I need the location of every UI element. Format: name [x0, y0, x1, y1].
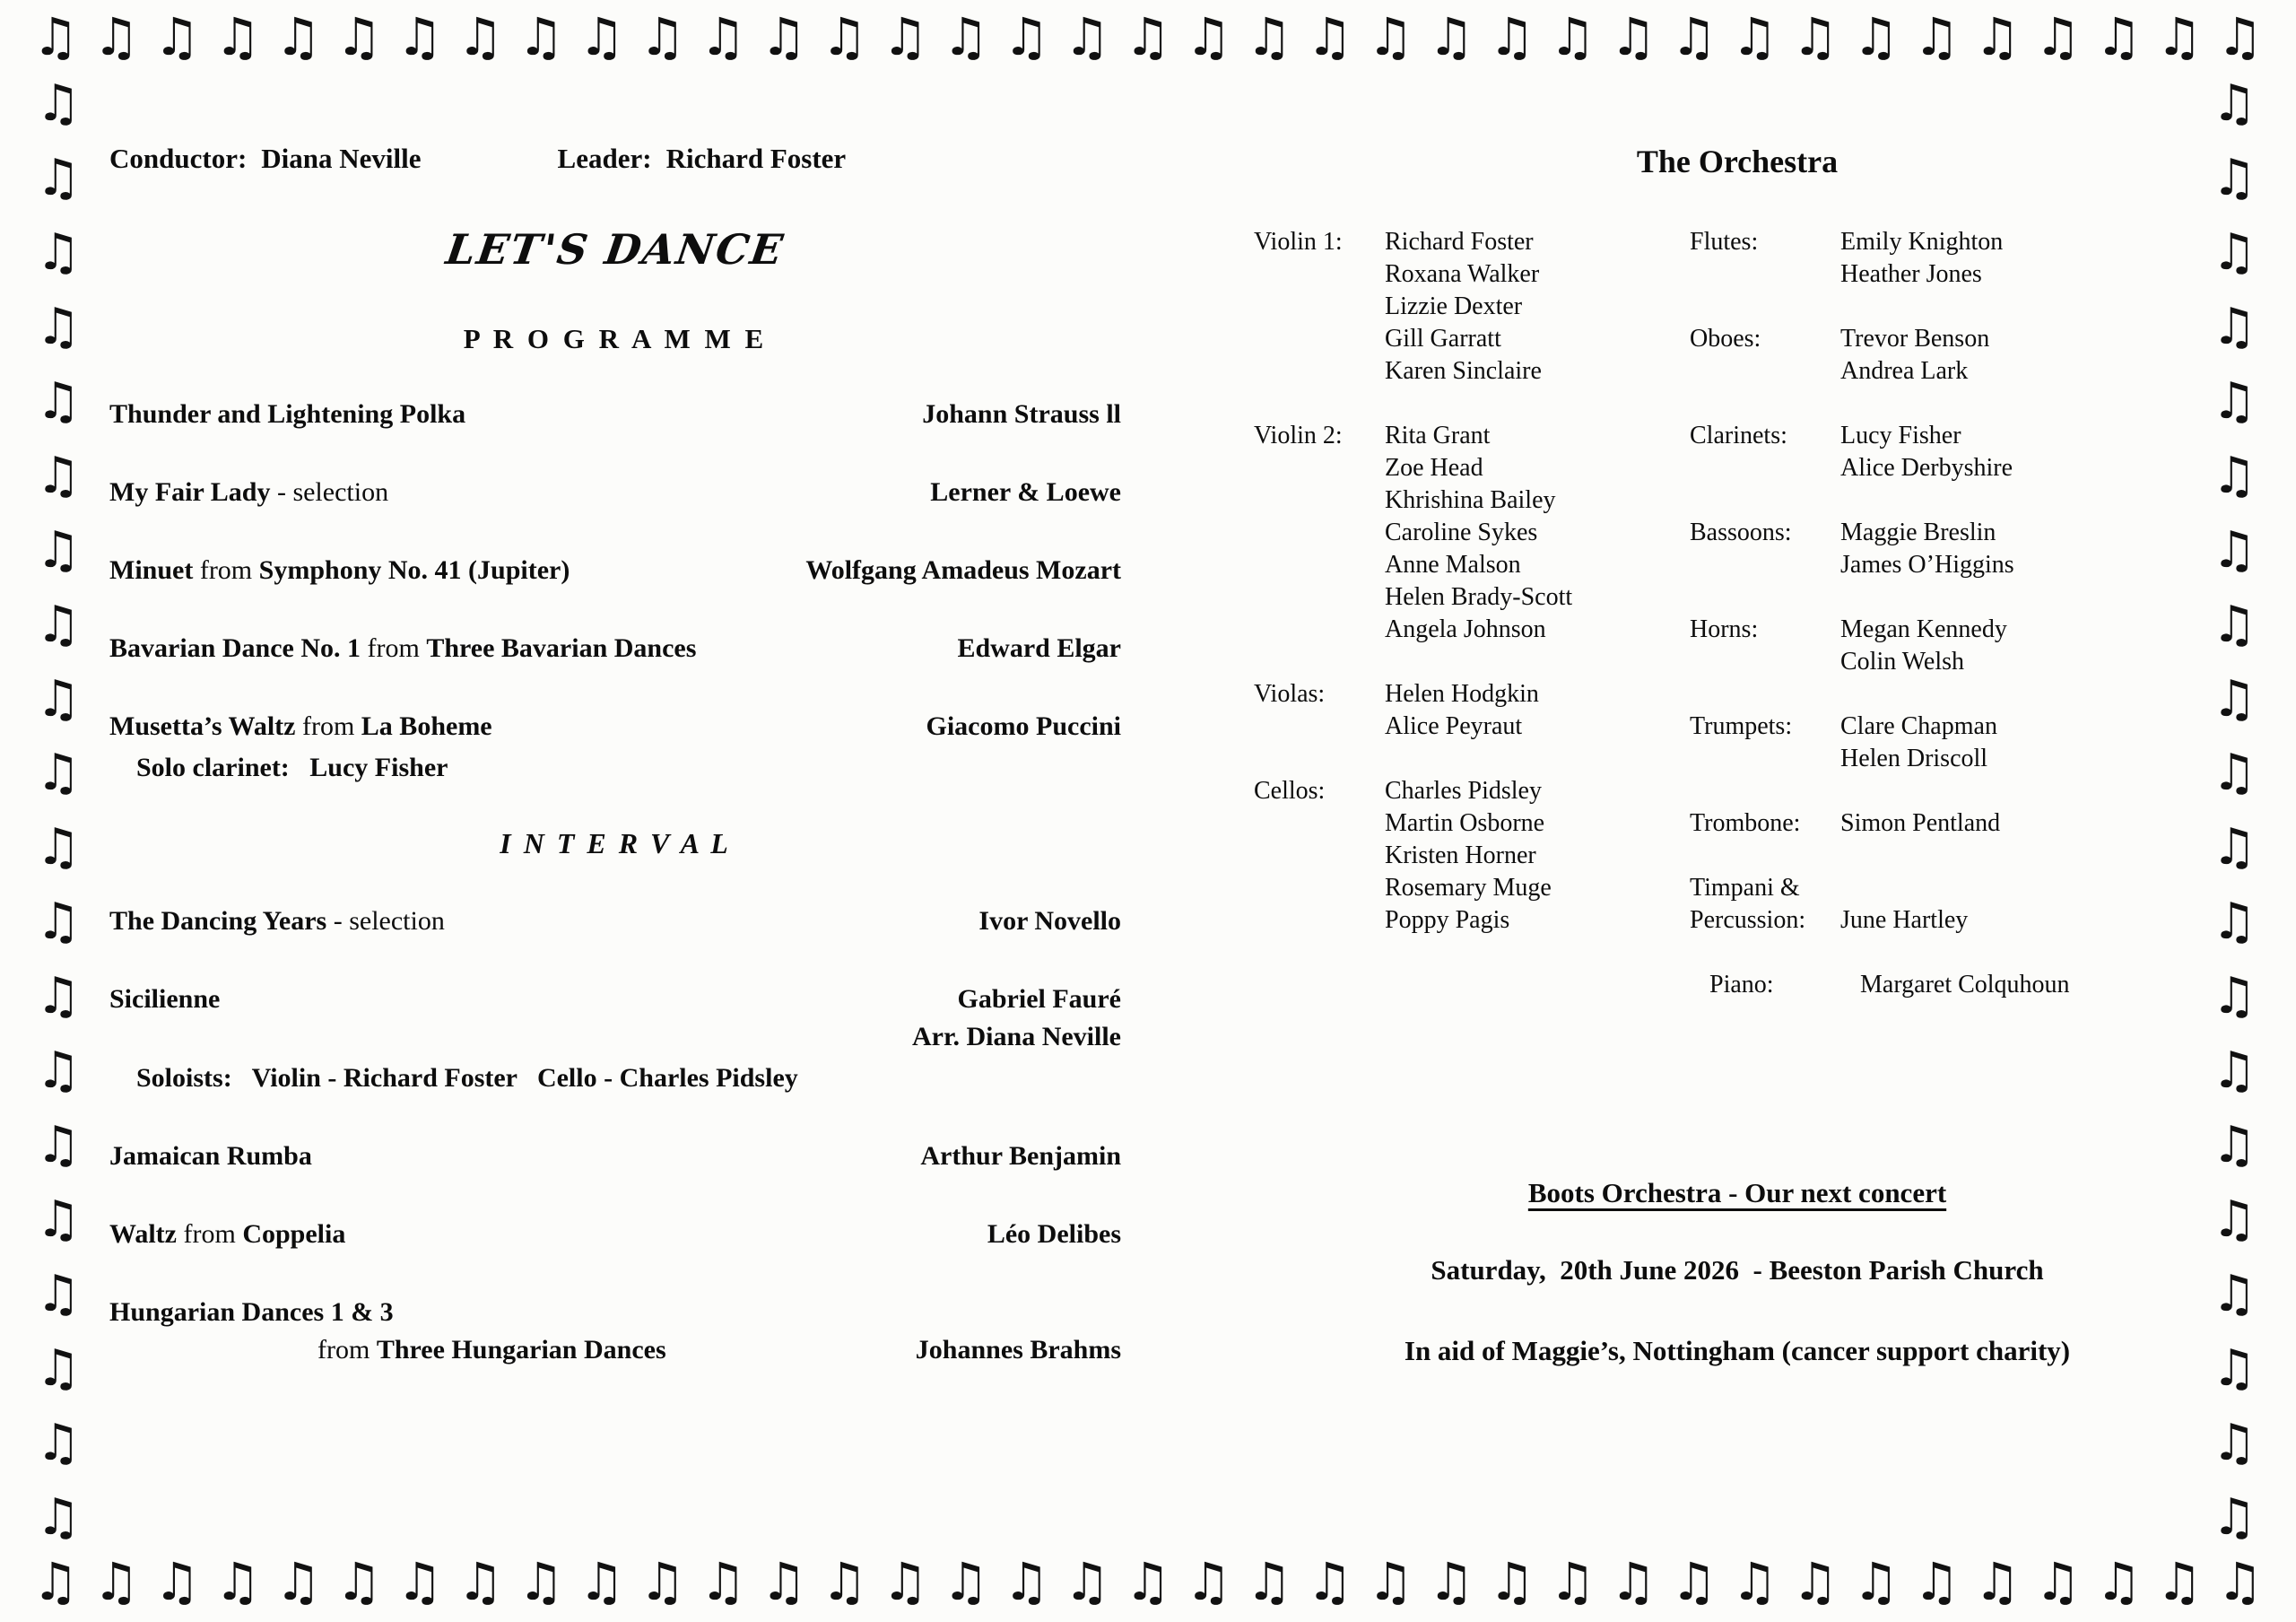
arranger-line: Arr. Diana Neville: [911, 1022, 1121, 1051]
music-note-icon: ♫: [760, 6, 807, 67]
player-name: Charles Pidsley: [1385, 777, 1542, 805]
player-name: Helen Driscoll: [1840, 745, 1988, 772]
next-concert-charity: In aid of Maggie’s, Nottingham (cancer support charity): [1404, 1335, 2071, 1366]
section-trombone: [1690, 807, 2221, 840]
music-note-icon: ♫: [942, 6, 989, 67]
player-name: Lizzie Dexter: [1385, 292, 1523, 320]
music-note-icon: ♫: [1306, 1551, 1353, 1612]
music-note-icon: ♫: [35, 371, 82, 431]
music-note-icon: ♫: [2216, 6, 2264, 67]
music-note-icon: ♫: [1428, 6, 1475, 67]
music-note-icon: ♫: [35, 595, 82, 654]
section-cellos: [1254, 775, 1690, 937]
music-note-icon: ♫: [35, 1190, 82, 1250]
piece-composer: Johann Strauss ll: [922, 399, 1121, 429]
piece-title: The Dancing Years: [109, 906, 327, 936]
section-label: Flutes:: [1690, 228, 1759, 256]
player-name: Anne Malson: [1385, 551, 1521, 579]
programme-item: [109, 475, 1121, 510]
music-note-icon: ♫: [1246, 1551, 1293, 1612]
music-note-icon: ♫: [1974, 6, 2021, 67]
piece-title: Minuet: [109, 555, 194, 585]
music-note-icon: ♫: [2095, 1551, 2143, 1612]
section-violin1: [1254, 226, 1690, 388]
programme-column: [109, 142, 1121, 1367]
section-trumpets: [1690, 711, 2221, 775]
music-note-icon: ♫: [2211, 669, 2257, 728]
music-note-icon: ♫: [2211, 1042, 2257, 1101]
section-label: Violas:: [1254, 680, 1326, 708]
piece-title: Musetta’s Waltz: [109, 711, 296, 741]
next-concert-block: [1254, 1175, 2221, 1369]
piece-title-from: from: [199, 555, 253, 585]
music-note-icon: ♫: [35, 1487, 82, 1547]
music-note-icon: ♫: [153, 6, 201, 67]
section-bassoons: [1690, 517, 2221, 581]
player-name: Lucy Fisher: [1840, 422, 1961, 449]
section-label: Violin 2:: [1254, 422, 1343, 449]
player-name: Helen Hodgkin: [1385, 680, 1539, 708]
piece-title: Waltz: [109, 1219, 177, 1249]
section-label: Cellos:: [1254, 777, 1326, 805]
music-note-icon: ♫: [2211, 148, 2257, 207]
music-note-icon: ♫: [213, 1551, 261, 1612]
piece-title: Sicilienne: [109, 984, 221, 1014]
programme-item: [109, 632, 1121, 666]
music-note-icon: ♫: [1003, 1551, 1050, 1612]
next-concert-heading: Boots Orchestra - Our next concert: [1527, 1177, 1947, 1208]
player-name: Colin Welsh: [1840, 648, 1965, 676]
section-label: Piano:: [1709, 971, 1774, 998]
player-name: Kristen Horner: [1385, 842, 1536, 869]
piece-composer: Giacomo Puccini: [926, 711, 1121, 741]
music-note-icon: ♫: [1549, 6, 1596, 67]
soloists-line: Soloists: Violin - Richard Foster Cello - Charles Pidsley: [136, 1063, 798, 1093]
interval-heading: I N T E R V A L: [500, 827, 731, 859]
music-note-icon: ♫: [1792, 6, 1839, 67]
music-note-icon: ♫: [274, 1551, 322, 1612]
music-note-icon: ♫: [396, 6, 443, 67]
piece-title: Jamaican Rumba: [109, 1141, 312, 1171]
strings-column: [1254, 226, 1690, 1001]
music-note-icon: ♫: [1913, 1551, 1961, 1612]
music-note-icon: ♫: [35, 446, 82, 505]
music-note-icon: ♫: [517, 1551, 565, 1612]
music-note-icon: ♫: [2211, 1190, 2257, 1250]
section-label: Trumpets:: [1690, 712, 1793, 740]
player-name: Caroline Sykes: [1385, 519, 1538, 546]
piece-title-suffix: - selection: [276, 477, 389, 507]
music-note-icon: ♫: [1124, 6, 1171, 67]
section-horns: [1690, 614, 2221, 678]
music-note-icon: ♫: [821, 1551, 868, 1612]
music-note-icon: ♫: [639, 1551, 686, 1612]
music-note-icon: ♫: [1852, 6, 1900, 67]
music-note-icon: ♫: [578, 1551, 625, 1612]
piece-title-work: La Boheme: [361, 711, 492, 741]
leader-name: Richard Foster: [665, 143, 847, 174]
music-note-icon: ♫: [457, 6, 504, 67]
music-note-icon: ♫: [2034, 1551, 2082, 1612]
section-flutes: [1690, 226, 2221, 291]
player-name: Karen Sinclaire: [1385, 357, 1542, 385]
player-name: Rita Grant: [1385, 422, 1491, 449]
music-note-icon: ♫: [335, 1551, 383, 1612]
music-note-icon: ♫: [2211, 520, 2257, 580]
programme-item: [109, 397, 1121, 432]
music-note-icon: ♫: [2211, 967, 2257, 1026]
piece-title-suffix: - selection: [333, 906, 445, 936]
player-name: Martin Osborne: [1385, 809, 1545, 837]
music-note-icon: ♫: [1610, 1551, 1657, 1612]
music-note-icon: ♫: [35, 1042, 82, 1101]
music-note-icon: ♫: [35, 297, 82, 356]
player-name: Alice Derbyshire: [1840, 454, 2013, 482]
music-note-icon: ♫: [2211, 818, 2257, 877]
piece-title: Thunder and Lightening Polka: [109, 399, 466, 429]
programme-item: [109, 554, 1121, 588]
orchestra-heading: The Orchestra: [1636, 144, 1839, 179]
conductor-leader-row: [109, 142, 1121, 176]
music-note-icon: ♫: [2211, 893, 2257, 952]
music-note-icon: ♫: [35, 148, 82, 207]
music-note-icon: ♫: [396, 1551, 443, 1612]
music-note-icon: ♫: [35, 669, 82, 728]
border-bottom-notes: [32, 1551, 2264, 1612]
music-note-icon: ♫: [35, 222, 82, 282]
music-note-icon: ♫: [760, 1551, 807, 1612]
player-name: James O’Higgins: [1840, 551, 2014, 579]
player-name: Heather Jones: [1840, 260, 1982, 288]
music-note-icon: ♫: [1913, 6, 1961, 67]
piece-composer: Johannes Brahms: [915, 1335, 1121, 1365]
music-note-icon: ♫: [1488, 1551, 1535, 1612]
music-note-icon: ♫: [517, 6, 565, 67]
programme-item: [109, 982, 1121, 1095]
section-label: Bassoons:: [1690, 519, 1792, 546]
music-note-icon: ♫: [213, 6, 261, 67]
music-note-icon: ♫: [32, 1551, 79, 1612]
music-note-icon: ♫: [1852, 1551, 1900, 1612]
section-label: Trombone:: [1690, 809, 1801, 837]
player-name: June Hartley: [1840, 906, 1969, 934]
piece-composer: Gabriel Fauré: [957, 984, 1121, 1014]
music-note-icon: ♫: [2211, 371, 2257, 431]
music-note-icon: ♫: [35, 1413, 82, 1472]
music-note-icon: ♫: [1974, 1551, 2021, 1612]
player-name: Roxana Walker: [1385, 260, 1540, 288]
piece-title-from: from: [183, 1219, 236, 1249]
music-note-icon: ♫: [35, 1116, 82, 1175]
piece-title: Hungarian Dances 1 & 3: [109, 1297, 394, 1327]
music-note-icon: ♫: [1488, 6, 1535, 67]
conductor-name: Diana Neville: [261, 143, 422, 174]
music-note-icon: ♫: [35, 74, 82, 133]
music-note-icon: ♫: [2155, 1551, 2203, 1612]
music-note-icon: ♫: [2211, 1487, 2257, 1547]
programme-item: [109, 904, 1121, 938]
leader-label: Leader:: [557, 143, 652, 174]
section-oboes: [1690, 323, 2221, 388]
piece-composer: Wolfgang Amadeus Mozart: [805, 555, 1121, 585]
programme-item: [109, 1139, 1121, 1173]
section-label: Clarinets:: [1690, 422, 1787, 449]
music-note-icon: ♫: [335, 6, 383, 67]
music-note-icon: ♫: [35, 1339, 82, 1398]
music-note-icon: ♫: [2095, 6, 2143, 67]
piece-title-from: from: [301, 711, 355, 741]
programme-heading: P R O G R A M M E: [463, 323, 768, 354]
music-note-icon: ♫: [35, 818, 82, 877]
music-note-icon: ♫: [882, 6, 929, 67]
piece-title-work: Symphony No. 41 (Jupiter): [258, 555, 570, 585]
player-name: Emily Knighton: [1840, 228, 2004, 256]
music-note-icon: ♫: [700, 1551, 747, 1612]
music-note-icon: ♫: [1185, 6, 1232, 67]
player-name: Khrishina Bailey: [1385, 486, 1556, 514]
music-note-icon: ♫: [1185, 1551, 1232, 1612]
music-note-icon: ♫: [2211, 74, 2257, 133]
section-piano: [1690, 969, 2221, 1001]
music-note-icon: ♫: [2211, 1413, 2257, 1472]
piece-title: Bavarian Dance No. 1: [109, 633, 361, 663]
music-note-icon: ♫: [457, 1551, 504, 1612]
orchestra-column: [1254, 142, 2221, 1001]
music-note-icon: ♫: [92, 1551, 140, 1612]
programme-item: [109, 710, 1121, 785]
player-name: Margaret Colquhoun: [1860, 971, 2070, 998]
music-note-icon: ♫: [1246, 6, 1293, 67]
music-note-icon: ♫: [1367, 1551, 1414, 1612]
piece-title-from: from: [317, 1335, 370, 1365]
music-note-icon: ♫: [882, 1551, 929, 1612]
player-name: Richard Foster: [1385, 228, 1534, 256]
next-concert-date: Saturday, 20th June 2026 - Beeston Parish Church: [1431, 1254, 2044, 1286]
winds-column: [1690, 226, 2221, 1001]
music-note-icon: ♫: [2211, 222, 2257, 282]
music-note-icon: ♫: [2155, 6, 2203, 67]
section-label: Oboes:: [1690, 325, 1761, 353]
piece-title-work: Three Hungarian Dances: [376, 1335, 666, 1365]
music-note-icon: ♫: [1124, 1551, 1171, 1612]
music-note-icon: ♫: [2211, 1339, 2257, 1398]
player-name: Clare Chapman: [1840, 712, 1997, 740]
player-name: Andrea Lark: [1840, 357, 1969, 385]
music-note-icon: ♫: [1670, 1551, 1718, 1612]
section-clarinets: [1690, 420, 2221, 484]
border-top-notes: [32, 6, 2264, 67]
player-name: Maggie Breslin: [1840, 519, 1996, 546]
section-label: Percussion:: [1690, 906, 1806, 934]
piece-composer: Ivor Novello: [978, 906, 1121, 936]
piece-title-work: Three Bavarian Dances: [426, 633, 697, 663]
music-note-icon: ♫: [153, 1551, 201, 1612]
section-label: Horns:: [1690, 615, 1759, 643]
music-note-icon: ♫: [1064, 6, 1111, 67]
music-note-icon: ♫: [35, 520, 82, 580]
music-note-icon: ♫: [700, 6, 747, 67]
page-title: LET'S DANCE: [443, 225, 787, 274]
music-note-icon: ♫: [2211, 297, 2257, 356]
programme-item: [109, 1217, 1121, 1251]
player-name: Poppy Pagis: [1385, 906, 1510, 934]
player-name: Rosemary Muge: [1385, 874, 1552, 902]
player-name: Zoe Head: [1385, 454, 1483, 482]
music-note-icon: ♫: [1792, 1551, 1839, 1612]
music-note-icon: ♫: [35, 744, 82, 803]
piece-composer: Lerner & Loewe: [930, 477, 1121, 507]
music-note-icon: ♫: [578, 6, 625, 67]
music-note-icon: ♫: [92, 6, 140, 67]
player-name: Angela Johnson: [1385, 615, 1546, 643]
player-name: Alice Peyraut: [1385, 712, 1523, 740]
border-left-notes: [23, 74, 93, 1547]
music-note-icon: ♫: [274, 6, 322, 67]
piece-composer: Edward Elgar: [957, 633, 1121, 663]
piece-title-from: from: [367, 633, 420, 663]
music-note-icon: ♫: [942, 1551, 989, 1612]
player-name: Gill Garratt: [1385, 325, 1501, 353]
music-note-icon: ♫: [32, 6, 79, 67]
music-note-icon: ♫: [1670, 6, 1718, 67]
piece-title-work: Coppelia: [242, 1219, 346, 1249]
music-note-icon: ♫: [35, 967, 82, 1026]
music-note-icon: ♫: [2211, 1265, 2257, 1323]
music-note-icon: ♫: [2211, 1116, 2257, 1175]
music-note-icon: ♫: [1003, 6, 1050, 67]
player-name: Trevor Benson: [1840, 325, 1990, 353]
player-name: Helen Brady-Scott: [1385, 583, 1573, 611]
music-note-icon: ♫: [1549, 1551, 1596, 1612]
section-label: Violin 1:: [1254, 228, 1343, 256]
music-note-icon: ♫: [1428, 1551, 1475, 1612]
music-note-icon: ♫: [639, 6, 686, 67]
section-label: Timpani &: [1690, 874, 1800, 902]
music-note-icon: ♫: [1306, 6, 1353, 67]
orchestra-columns: [1254, 226, 2221, 1001]
conductor-label: Conductor:: [109, 143, 248, 174]
music-note-icon: ♫: [1610, 6, 1657, 67]
music-note-icon: ♫: [2211, 744, 2257, 803]
music-note-icon: ♫: [1367, 6, 1414, 67]
music-note-icon: ♫: [1064, 1551, 1111, 1612]
music-note-icon: ♫: [821, 6, 868, 67]
music-note-icon: ♫: [2216, 1551, 2264, 1612]
section-violas: [1254, 678, 1690, 743]
piece-composer: Arthur Benjamin: [920, 1141, 1121, 1171]
music-note-icon: ♫: [1731, 1551, 1779, 1612]
music-note-icon: ♫: [35, 893, 82, 952]
player-name: Megan Kennedy: [1840, 615, 2007, 643]
piece-composer: Léo Delibes: [987, 1219, 1121, 1249]
programme-item: [109, 1295, 1121, 1367]
music-note-icon: ♫: [35, 1265, 82, 1323]
piece-title: My Fair Lady: [109, 477, 271, 507]
section-timpani-percussion: [1690, 872, 2221, 937]
section-violin2: [1254, 420, 1690, 646]
music-note-icon: ♫: [2211, 595, 2257, 654]
music-note-icon: ♫: [1731, 6, 1779, 67]
music-note-icon: ♫: [2211, 446, 2257, 505]
music-note-icon: ♫: [2034, 6, 2082, 67]
player-name: Simon Pentland: [1840, 809, 2001, 837]
solo-note: Solo clarinet: Lucy Fisher: [136, 753, 448, 782]
